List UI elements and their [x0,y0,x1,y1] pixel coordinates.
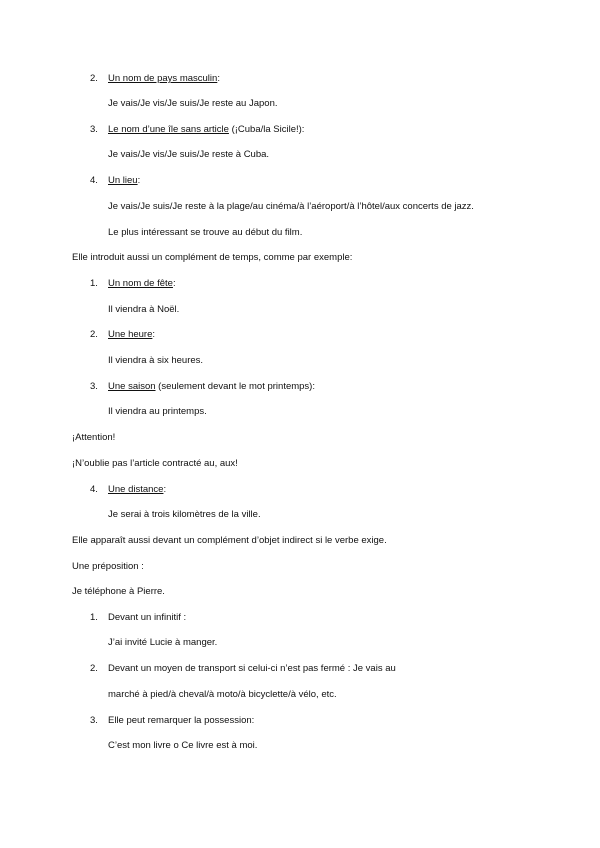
item-rest: : [163,484,167,495]
example-text: Il viendra à six heures. [108,355,204,366]
attention-note: ¡N’oublie pas l’article contracté au, aux! [72,458,238,469]
item-rest: (¡Cuba/la Sicile!): [228,124,305,135]
list-number: 2. [90,663,98,674]
item-rest: : [172,278,176,289]
list-item [108,329,155,341]
list-item [108,124,304,136]
example-text: Je serai à trois kilomètres de la ville. [108,509,261,520]
list-number: 2. [90,73,98,84]
item-label: Un nom de fête [108,278,173,289]
item-label: Un lieu [108,175,138,186]
example-text: Il viendra au printemps. [108,406,207,417]
list-number: 2. [90,329,98,340]
list-item [108,484,166,496]
example-text: Le plus intéressant se trouve au début du film. [108,227,303,238]
item-label: Une heure [108,329,153,340]
list-item [108,175,140,187]
list-item [108,73,220,85]
example-text: Je vais/Je suis/Je reste à la plage/au cinéma/à l’aéroport/à l’hôtel/aux concerts de jazz. [108,201,474,212]
item-rest: : [152,329,156,340]
item-label: Le nom d’une île sans article [108,124,229,135]
list-number: 3. [90,381,98,392]
list-item: Devant un infinitif : [108,612,187,623]
list-number: 1. [90,278,98,289]
list-item: Elle peut remarquer la possession: [108,715,255,726]
list-number: 4. [90,484,98,495]
item-label: Une distance [108,484,164,495]
list-item [108,381,315,393]
item-rest: : [217,73,220,84]
item-label: Un nom de pays masculin [108,73,218,84]
example-text: C’est mon livre o Ce livre est à moi. [108,740,258,751]
item-rest: : [137,175,141,186]
example-text: marché à pied/à cheval/à moto/à bicyclette/à vélo, etc. [108,689,337,700]
list-item [108,278,176,290]
list-item: Devant un moyen de transport si celui-ci n’est pas fermé : Je vais au [108,663,396,674]
list-number: 1. [90,612,98,623]
item-rest: (seulement devant le mot printemps): [155,381,315,392]
example-text: Je vais/Je vis/Je suis/Je reste à Cuba. [108,149,270,160]
attention-heading: ¡Attention! [72,432,116,443]
item-label: Une saison [108,381,156,392]
paragraph: Elle introduit aussi un complément de temps, comme par exemple: [72,252,353,263]
example-text: J’ai invité Lucie à manger. [108,637,218,648]
paragraph: Je téléphone à Pierre. [72,586,165,597]
paragraph: Une préposition : [72,561,144,572]
list-number: 4. [90,175,98,186]
example-text: Je vais/Je vis/Je suis/Je reste au Japon. [108,98,278,109]
list-number: 3. [90,715,98,726]
paragraph: Elle apparaît aussi devant un complément d’objet indirect si le verbe exige. [72,535,387,546]
list-number: 3. [90,124,98,135]
example-text: Il viendra à Noël. [108,304,180,315]
